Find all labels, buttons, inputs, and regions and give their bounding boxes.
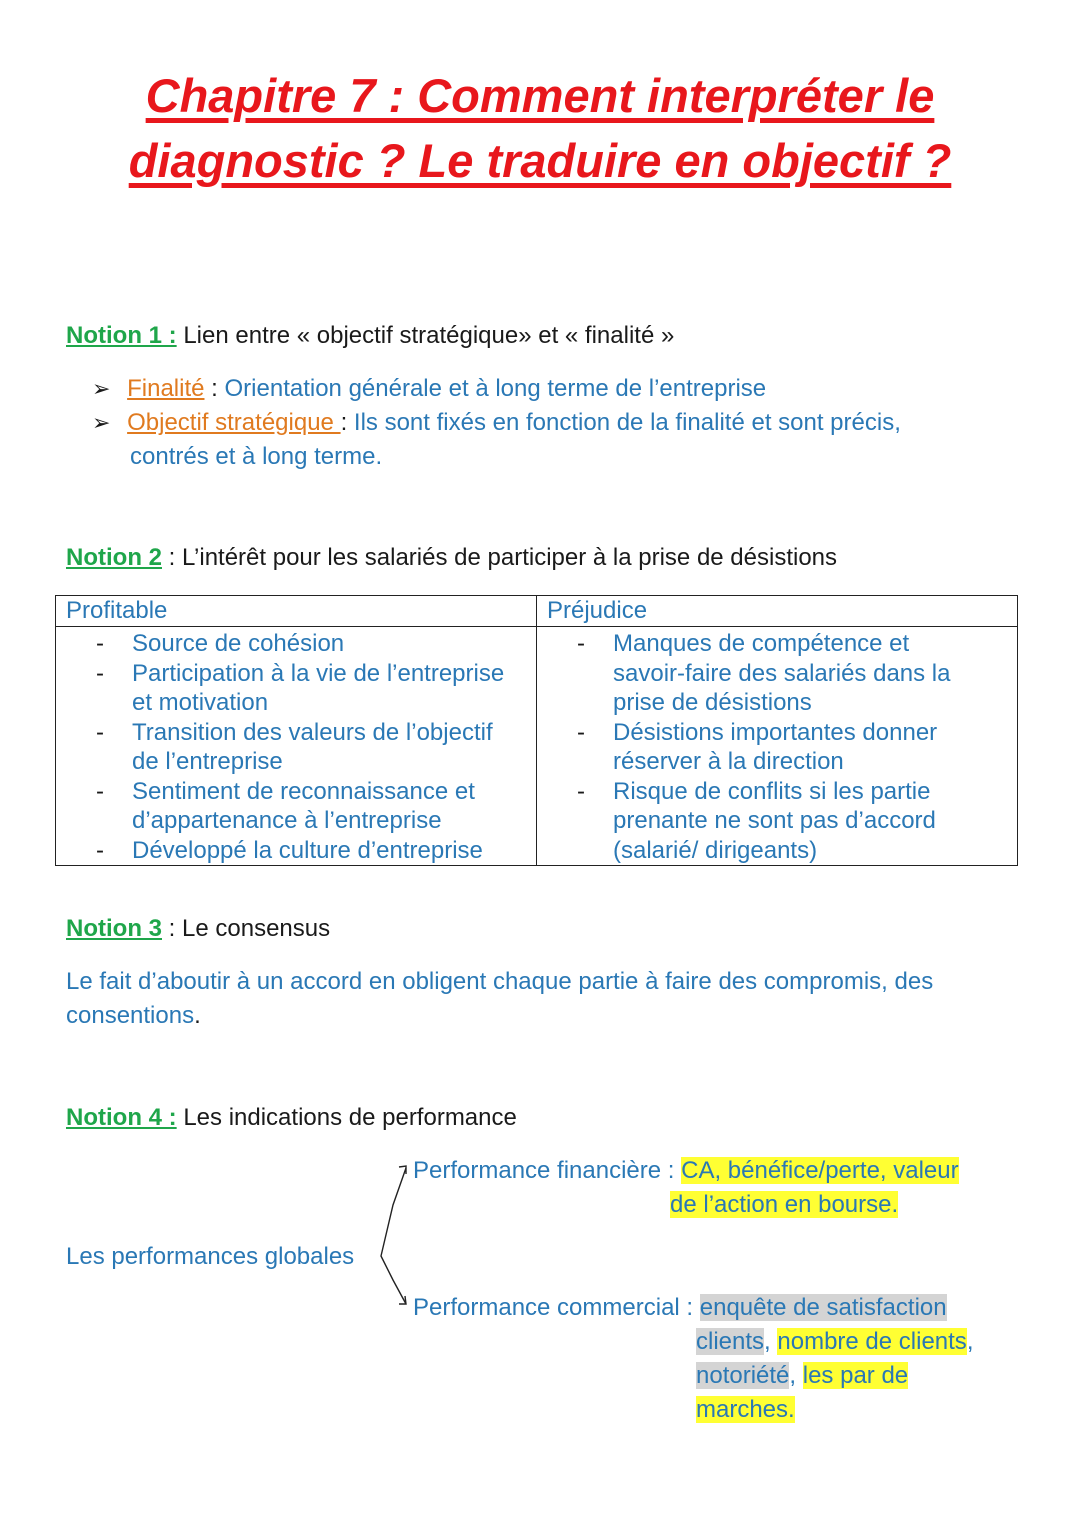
comparison-table [55, 595, 1018, 866]
notion1-tag: Notion 1 : [66, 322, 177, 349]
list-item: - Source de cohésion [96, 630, 345, 657]
col-profitable [56, 627, 537, 866]
list-item: - Manques de compétence et savoir-faire des salariés dans la prise de désistions [577, 630, 951, 716]
performances-globales-label: Les performances globales [66, 1243, 355, 1270]
col-prejudice [537, 627, 1018, 866]
objectif-term: Objectif stratégique [127, 409, 341, 436]
list-item: - Développé la culture d’entreprise [96, 836, 483, 864]
branch-arrows [375, 1160, 415, 1310]
finalite-def: Orientation générale et à long terme de l’entreprise [224, 375, 767, 402]
arrow-bullet-icon: ➢ [92, 376, 111, 401]
col-header-profitable: Profitable [56, 596, 537, 627]
perf-commercial-line3: notoriété, les par de [696, 1362, 909, 1389]
notion3-heading [66, 915, 330, 943]
perf-commercial: Performance commercial : enquête de satisfaction [413, 1294, 947, 1321]
finalite-sep: : [204, 375, 225, 402]
notion1-title: Lien entre « objectif stratégique» et « finalité » [176, 322, 675, 349]
arrow-bullet-icon: ➢ [92, 410, 111, 435]
objectif-def-cont: contrés et à long terme. [130, 443, 383, 470]
notion4-tag: Notion 4 : [66, 1104, 177, 1131]
col-header-prejudice: Préjudice [537, 596, 1018, 627]
objectif-def: Ils sont fixés en fonction de la finalité et sont précis, [353, 409, 901, 436]
notion4-heading [66, 1104, 517, 1132]
notion4-title: Les indications de performance [176, 1104, 517, 1131]
perf-financiere-cont: de l’action en bourse. [670, 1191, 899, 1218]
notion3-title: : Le consensus [162, 915, 331, 942]
bracket-line [381, 1168, 406, 1304]
perf-financiere-value: CA, bénéfice/perte, valeur [681, 1157, 959, 1184]
finalite-term: Finalité [127, 375, 205, 402]
notion2-title: : L’intérêt pour les salariés de participer à la prise de désistions [162, 544, 838, 571]
perf-commercial-line2: clients, nombre de clients, [696, 1328, 974, 1355]
objectif-sep: : [340, 409, 354, 436]
list-item: - Participation à la vie de l’entreprise et motivation [96, 659, 505, 716]
perf-commercial-label: Performance commercial : [413, 1294, 700, 1321]
perf-financiere [413, 1154, 959, 1188]
notion3-tag: Notion 3 [66, 915, 162, 942]
notion3-text-line2: consentions. [66, 1002, 201, 1029]
notion2-heading [66, 544, 837, 572]
list-item: - Sentiment de reconnaissance et d’appartenance à l’entreprise [96, 777, 475, 834]
perf-financiere-label: Performance financière : [413, 1157, 682, 1184]
list-item: - Transition des valeurs de l’objectif de l’entreprise [96, 718, 493, 775]
notion1-heading [66, 322, 674, 350]
notion1-item-objectif [92, 406, 901, 440]
notion1-item-finalite [92, 372, 766, 406]
page-title-line2: diagnostic ? Le traduire en objectif ? [128, 134, 952, 187]
notion2-tag: Notion 2 [66, 544, 162, 571]
notion3-text-line1: Le fait d’aboutir à un accord en obligent chaque partie à faire des compromis, des [66, 968, 934, 995]
page-title-line1: Chapitre 7 : Comment interpréter le [145, 69, 935, 122]
perf-commercial-line4: marches. [696, 1396, 795, 1423]
list-item: - Risque de conflits si les partie prenante ne sont pas d’accord (salarié/ dirigeants) [577, 777, 936, 864]
list-item: - Désistions importantes donner réserver à la direction [577, 718, 938, 775]
